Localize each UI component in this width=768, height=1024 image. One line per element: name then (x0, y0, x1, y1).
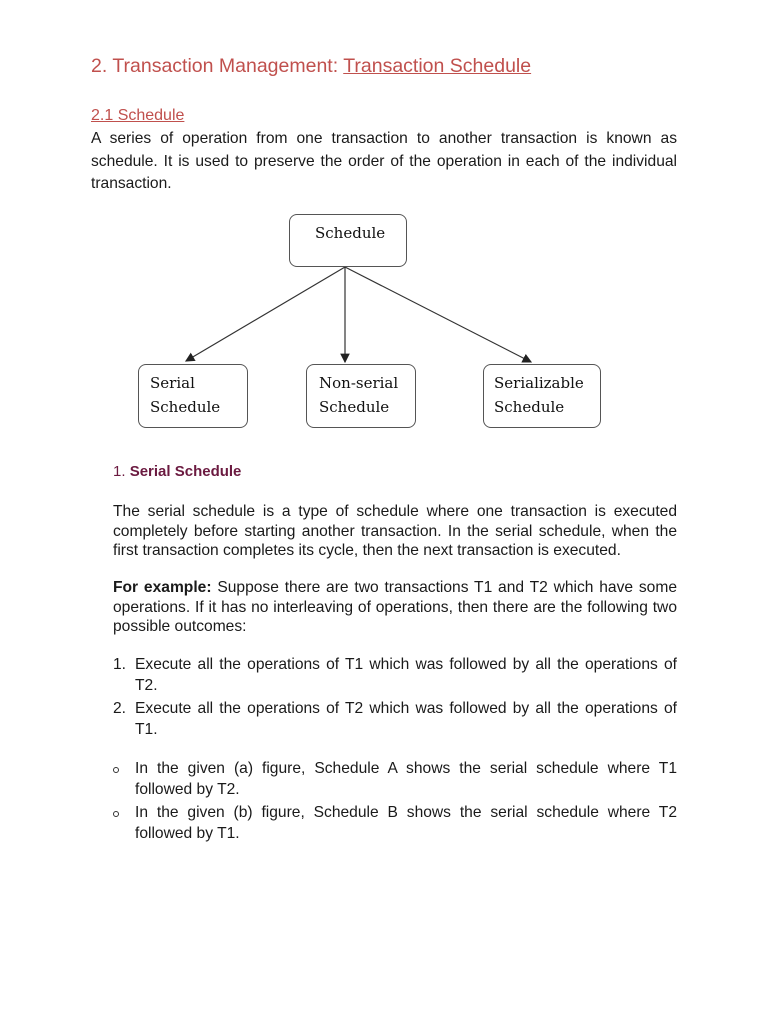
node-label-line2: Schedule (319, 398, 390, 416)
serial-definition: The serial schedule is a type of schedule where one transaction is executed completely before starting another transaction. In the serial schedule, when the first transaction completes its cycle, then the next transaction is executed. (113, 503, 677, 559)
list-item (113, 759, 677, 800)
node-label: Schedule (315, 224, 386, 242)
list-item (113, 655, 677, 696)
list-marker: 1. (113, 656, 127, 673)
serial-schedule-heading (113, 463, 241, 480)
node-label-line2: Schedule (494, 398, 565, 416)
list-item-text: In the given (a) figure, Schedule A shows the serial schedule where T1 followed by T2. (135, 760, 677, 798)
list-item (113, 803, 677, 844)
diagram-node-serializable-schedule (483, 364, 601, 428)
list-item (113, 699, 677, 740)
list-item-text: Execute all the operations of T2 which was followed by all the operations of T1. (135, 700, 677, 738)
diagram-node-schedule (289, 214, 407, 267)
heading-number: 1. (113, 463, 130, 480)
list-item-text: Execute all the operations of T1 which was followed by all the operations of T2. (135, 656, 677, 694)
circle-bullet-icon (113, 811, 119, 817)
node-label-line2: Schedule (150, 398, 221, 416)
connector-serial (186, 267, 345, 361)
page-title (91, 55, 531, 78)
title-prefix: 2. Transaction Management: (91, 55, 344, 77)
notes-list (113, 759, 677, 844)
diagram-node-non-serial-schedule (306, 364, 416, 428)
node-label-line1: Serial (150, 374, 195, 392)
example-text: Suppose there are two transactions T1 and T2 which have some operations. If it has no interleaving of operations, then there are the following two possible outcomes: (113, 579, 677, 635)
outcomes-list (113, 655, 677, 740)
list-marker: 2. (113, 700, 127, 717)
section-heading: 2.1 Schedule (91, 107, 185, 124)
heading-title: Serial Schedule (129, 463, 242, 480)
node-label-line1: Serializable (494, 374, 584, 392)
title-link[interactable]: Transaction Schedule (343, 55, 532, 77)
diagram-node-serial-schedule (138, 364, 248, 428)
example-paragraph (113, 578, 677, 637)
list-item-text: In the given (b) figure, Schedule B shows the serial schedule where T2 followed by T1. (135, 804, 677, 842)
node-label-line1: Non-serial (319, 374, 399, 392)
example-label: For example: (113, 579, 212, 596)
intro-paragraph: A series of operation from one transaction to another transaction is known as schedule. It is used to preserve the order of the operation in each of the individual transaction. (91, 130, 677, 192)
connector-serializable (345, 267, 531, 362)
circle-bullet-icon (113, 767, 119, 773)
